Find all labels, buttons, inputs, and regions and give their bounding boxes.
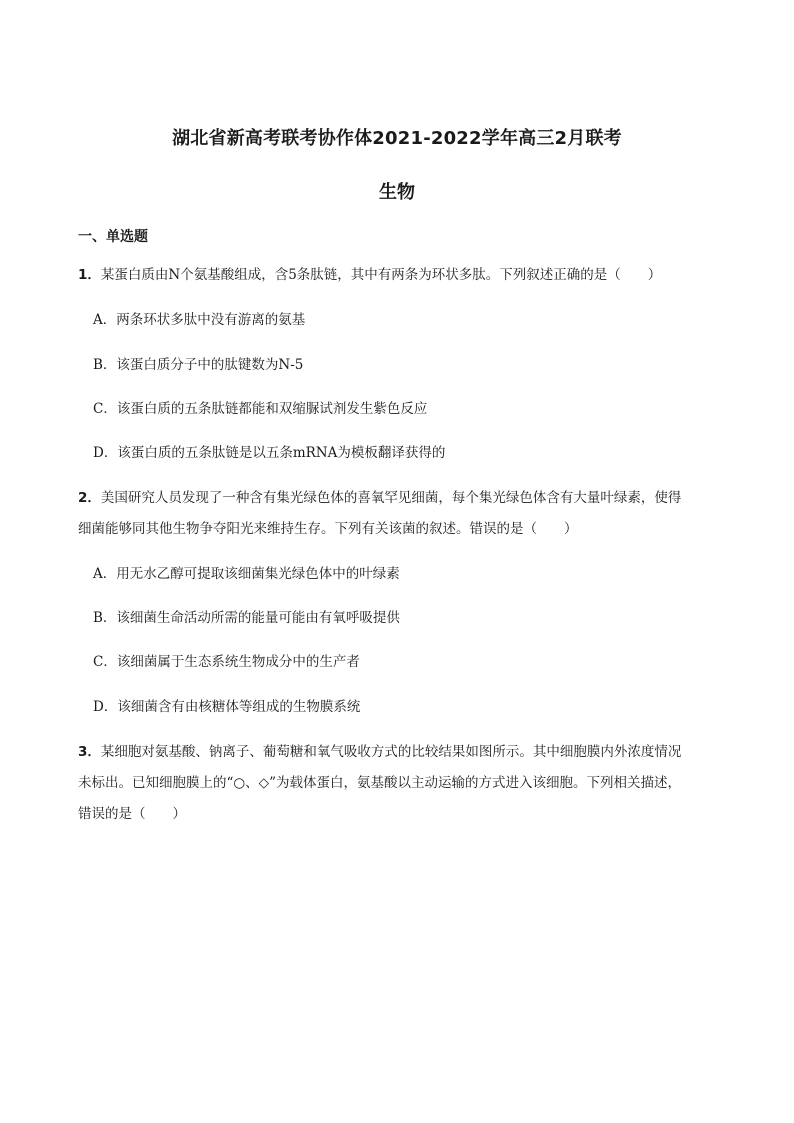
question-1-option-c: C．该蛋白质的五条肽链都能和双缩脲试剂发生紫色反应 <box>93 401 428 417</box>
question-2-option-d: D．该细菌含有由核糖体等组成的生物膜系统 <box>93 699 361 715</box>
question-3-stem-line-1 <box>78 742 681 762</box>
question-text: 美国研究人员发现了一种含有集光绿色体的喜氧罕见细菌，每个集光绿色体含有大量叶绿素，使得 <box>100 490 682 506</box>
question-1-option-b: B．该蛋白质分子中的肽键数为N-5 <box>93 357 304 373</box>
question-2-option-c: C．该细菌属于生态系统生物成分中的生产者 <box>93 654 360 670</box>
question-1-option-d: D．该蛋白质的五条肽链是以五条mRNA为模板翻译获得的 <box>93 445 446 461</box>
question-3-stem-line-2: 未标出。已知细胞膜上的“○、◇”为载体蛋白，氨基酸以主动运输的方式进入该细胞。下列相关描述， <box>78 775 681 791</box>
question-text: 某蛋白质由N个氨基酸组成，含5条肽链，其中有两条为环状多肽。下列叙述正确的是（ ） <box>100 267 662 283</box>
exam-subject: 生物 <box>379 182 415 203</box>
question-2-option-b: B．该细菌生命活动所需的能量可能由有氧呼吸提供 <box>93 610 400 626</box>
question-1-option-a: A．两条环状多肽中没有游离的氨基 <box>93 312 306 328</box>
question-number: 2． <box>78 490 101 506</box>
exam-title: 湖北省新高考联考协作体2021-2022学年高三2月联考 <box>172 128 622 149</box>
section-heading: 一、单选题 <box>78 229 148 245</box>
question-number: 1． <box>78 267 101 283</box>
question-2-stem-line-2: 细菌能够同其他生物争夺阳光来维持生存。下列有关该菌的叙述。错误的是（ ） <box>78 521 578 537</box>
question-text: 某细胞对氨基酸、钠离子、葡萄糖和氧气吸收方式的比较结果如图所示。其中细胞膜内外浓度情况 <box>100 744 682 760</box>
question-2-stem-line-1 <box>78 488 681 508</box>
question-1-stem <box>78 265 661 285</box>
question-number: 3． <box>78 744 101 760</box>
question-3-stem-line-3: 错误的是（ ） <box>78 806 186 822</box>
question-2-option-a: A．用无水乙醇可提取该细菌集光绿色体中的叶绿素 <box>93 566 400 582</box>
